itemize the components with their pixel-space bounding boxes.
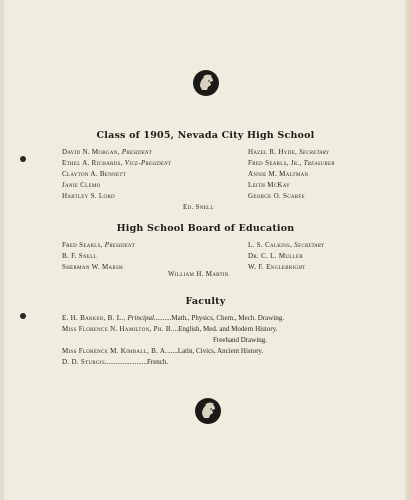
board-member: L. S. Calkins, Secretary: [248, 241, 325, 249]
faculty-entry-continuation: Freehand Drawing.: [213, 336, 268, 344]
page-right-edge: [405, 0, 411, 500]
board-member: W. F. Englebright: [248, 263, 306, 271]
faculty-entry: E. H. Barker, B. L., Principal..........Math., Physics, Chem., Mech. Drawing.: [62, 314, 284, 322]
class-member: George O. Scarfe: [248, 192, 305, 200]
board-member: William H. Martin: [168, 270, 229, 278]
class-member: Clayton A. Bennett: [62, 170, 127, 178]
class-member: Annie M. Maltman: [248, 170, 309, 178]
class-member: Ethel A. Richards, Vice-President: [62, 159, 171, 167]
faculty-heading: Faculty: [185, 296, 226, 307]
minerva-emblem-icon: [193, 70, 219, 96]
minerva-emblem-icon: [195, 398, 221, 424]
faculty-entry: D. D. Sturgis........................French.: [62, 358, 169, 366]
class-member: Hazel R. Hyde, Secretary: [248, 148, 329, 156]
board-member: Sherman W. Marsh: [62, 263, 124, 271]
class-member: David N. Morgan, President: [62, 148, 152, 156]
class-member: Leith McKay: [248, 181, 291, 189]
binding-hole: [20, 156, 26, 162]
board-member: Dr. C. L. Muller: [248, 252, 303, 260]
class-member: Fred Searls, Jr., Treasurer: [248, 159, 335, 167]
class-member: Ed. Snell: [183, 203, 214, 211]
faculty-entry: Miss Florence N. Hamilton, Ph. B....English, Med. and Modern History.: [62, 325, 278, 333]
board-member: Fred Searls, President: [62, 241, 135, 249]
class-heading: Class of 1905, Nevada City High School: [96, 130, 315, 141]
board-member: B. F. Snell: [62, 252, 97, 260]
class-member: Hartley S. Lord: [62, 192, 115, 200]
faculty-entry: Miss Florence M. Kimball, B. A.......Latin, Civics, Ancient History.: [62, 347, 264, 355]
binding-hole: [20, 313, 26, 319]
board-heading: High School Board of Education: [116, 223, 295, 234]
class-member: Janie Clemo: [62, 181, 101, 189]
page-left-edge: [0, 0, 4, 500]
